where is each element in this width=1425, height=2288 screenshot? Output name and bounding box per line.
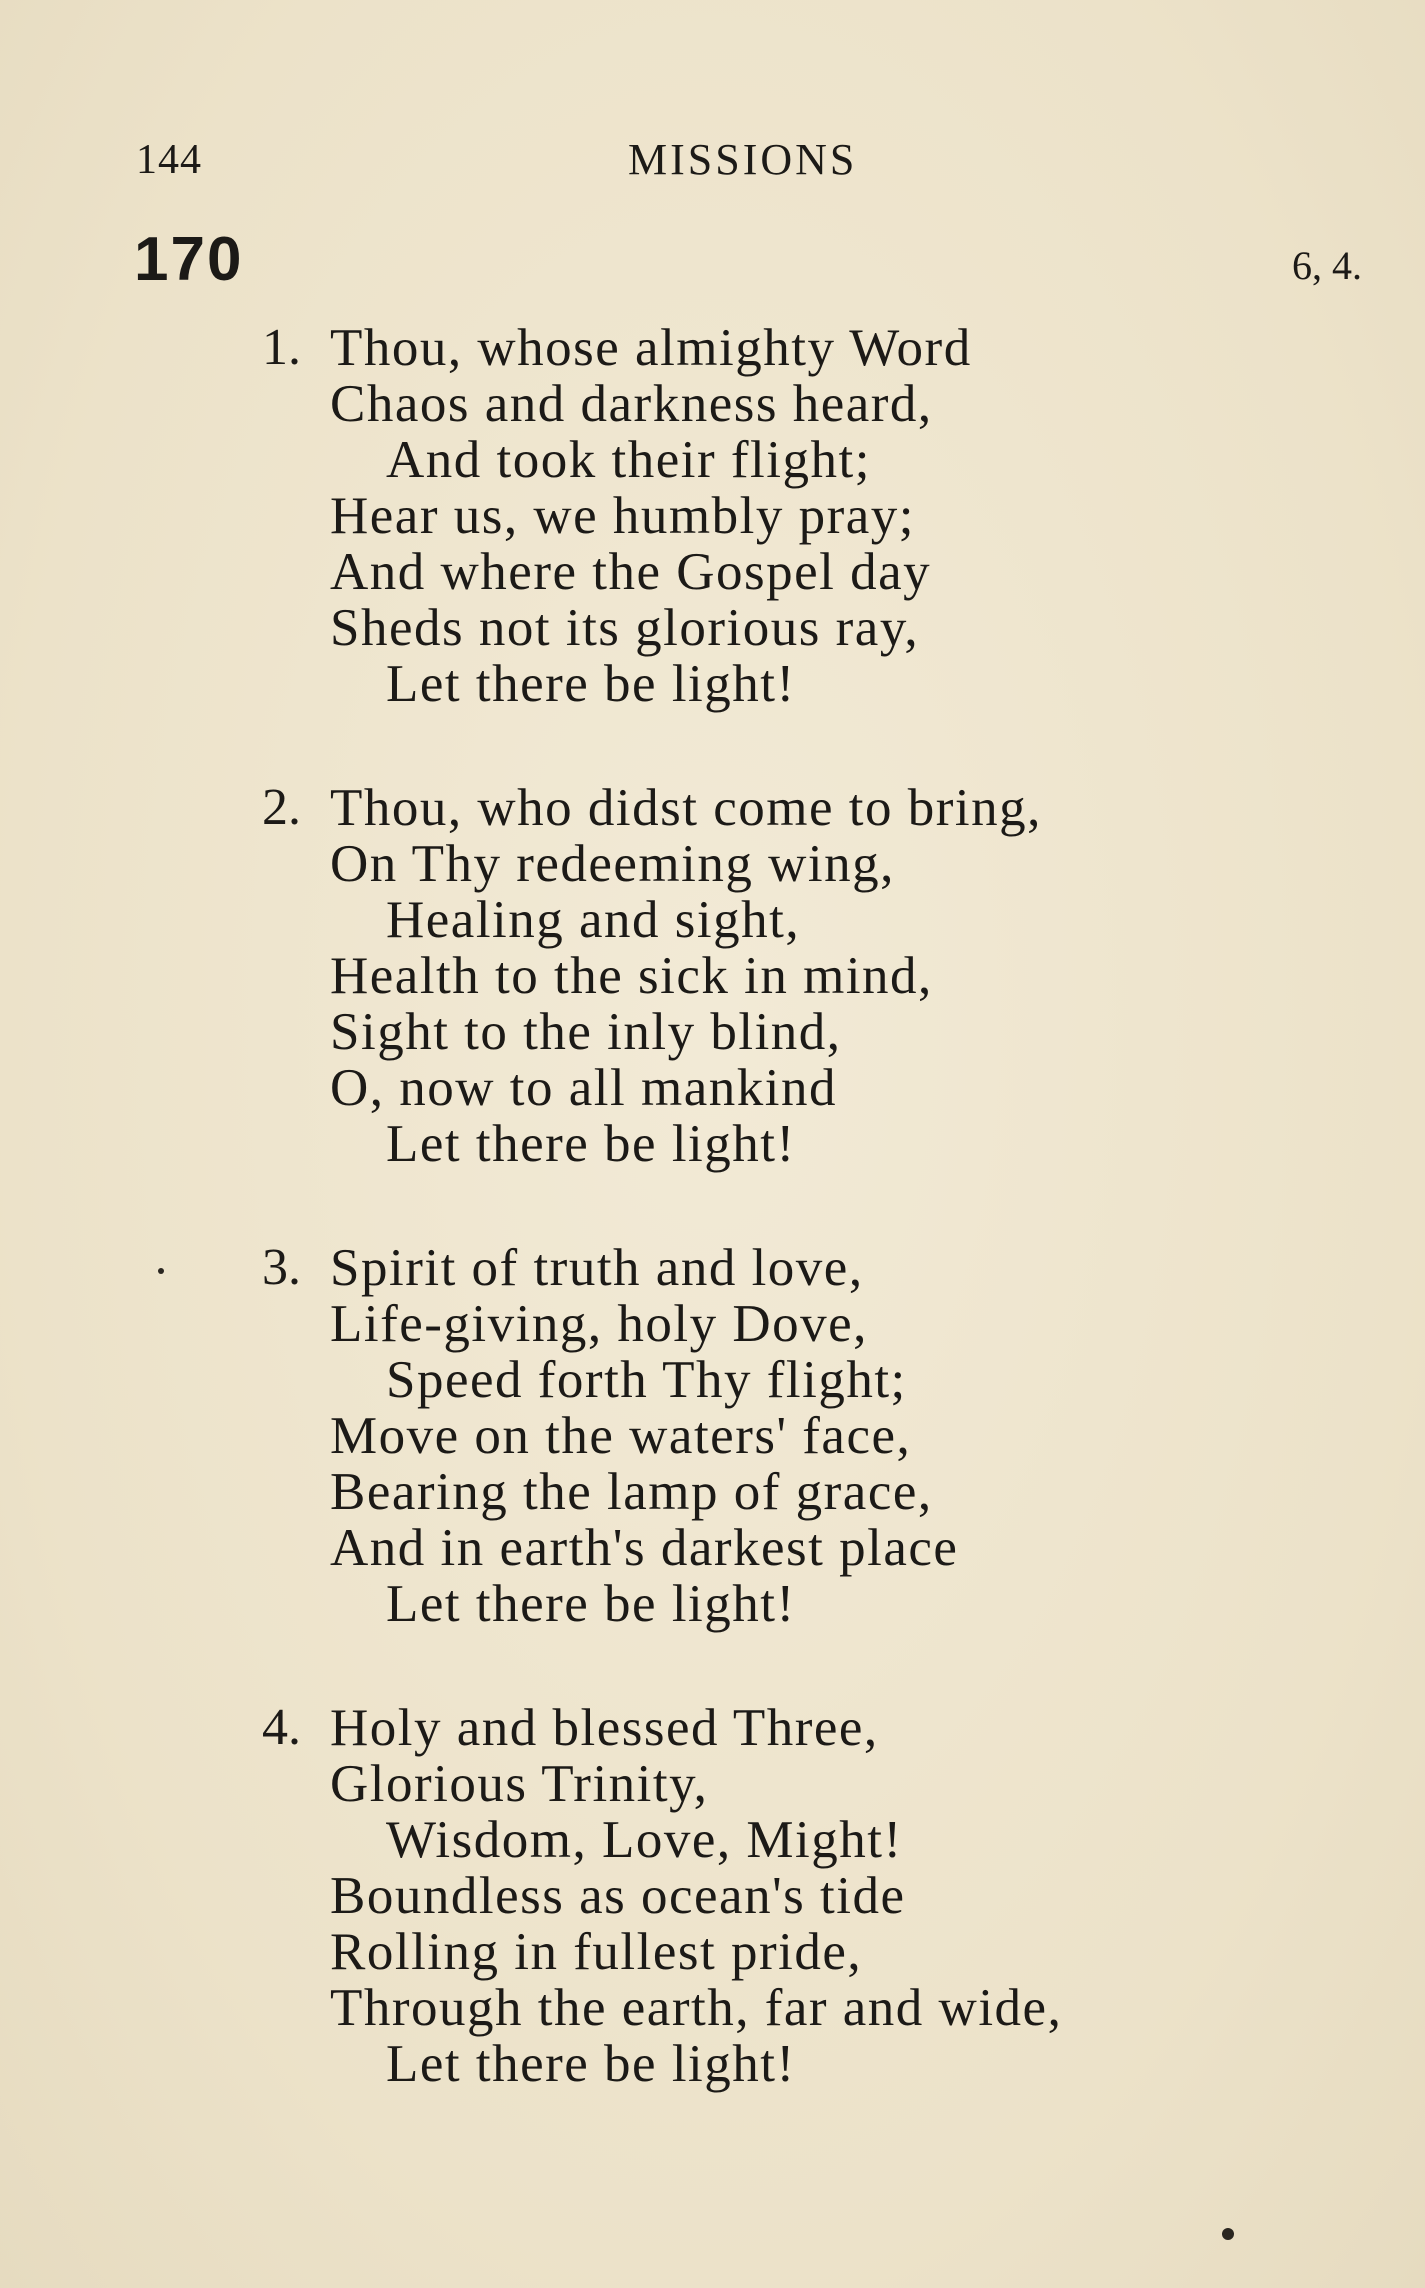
verse-line: Let there be light! [386, 1115, 796, 1173]
verse-line: Through the earth, far and wide, [330, 1979, 1063, 2037]
verse-line: Chaos and darkness heard, [330, 375, 933, 433]
verse-line: Sight to the inly blind, [330, 1003, 842, 1061]
print-speck [158, 1268, 164, 1274]
verse-line: Move on the waters' face, [330, 1407, 912, 1465]
verse-line: Let there be light! [386, 1575, 796, 1633]
verse-line: Sheds not its glorious ray, [330, 599, 920, 657]
verse-line: Holy and blessed Three, [330, 1699, 879, 1757]
verse-line: And took their flight; [386, 431, 871, 489]
running-head: MISSIONS [628, 135, 858, 184]
verse-line: Thou, whose almighty Word [330, 319, 972, 377]
verse-number: 2. [262, 779, 301, 836]
hymn-number: 170 [134, 225, 244, 294]
verse-number: 4. [262, 1699, 301, 1756]
verse-line: Health to the sick in mind, [330, 947, 933, 1005]
verse-line: Spirit of truth and love, [330, 1239, 864, 1297]
verse-line: And in earth's darkest place [330, 1519, 959, 1577]
verse-line: O, now to all mankind [330, 1059, 837, 1117]
verse-line: Glorious Trinity, [330, 1755, 709, 1813]
verse-line: Let there be light! [386, 655, 796, 713]
verse-line: Life-giving, holy Dove, [330, 1295, 868, 1353]
print-speck [1222, 2228, 1234, 2240]
verse-line: Speed forth Thy flight; [386, 1351, 907, 1409]
page-number: 144 [136, 137, 202, 183]
verse-line: Let there be light! [386, 2035, 796, 2093]
verse-line: Rolling in fullest pride, [330, 1923, 863, 1981]
verse-number: 3. [262, 1239, 301, 1296]
verse-line: Hear us, we humbly pray; [330, 487, 915, 545]
verse-line: Boundless as ocean's tide [330, 1867, 906, 1925]
verse-line: On Thy redeeming wing, [330, 835, 895, 893]
verse-line: Thou, who didst come to bring, [330, 779, 1042, 837]
verse-line: And where the Gospel day [330, 543, 932, 601]
verse-line: Bearing the lamp of grace, [330, 1463, 933, 1521]
hymn-meter: 6, 4. [1292, 243, 1362, 288]
verse-line: Wisdom, Love, Might! [386, 1811, 903, 1869]
verse-number: 1. [262, 319, 301, 376]
verse-line: Healing and sight, [386, 891, 801, 949]
